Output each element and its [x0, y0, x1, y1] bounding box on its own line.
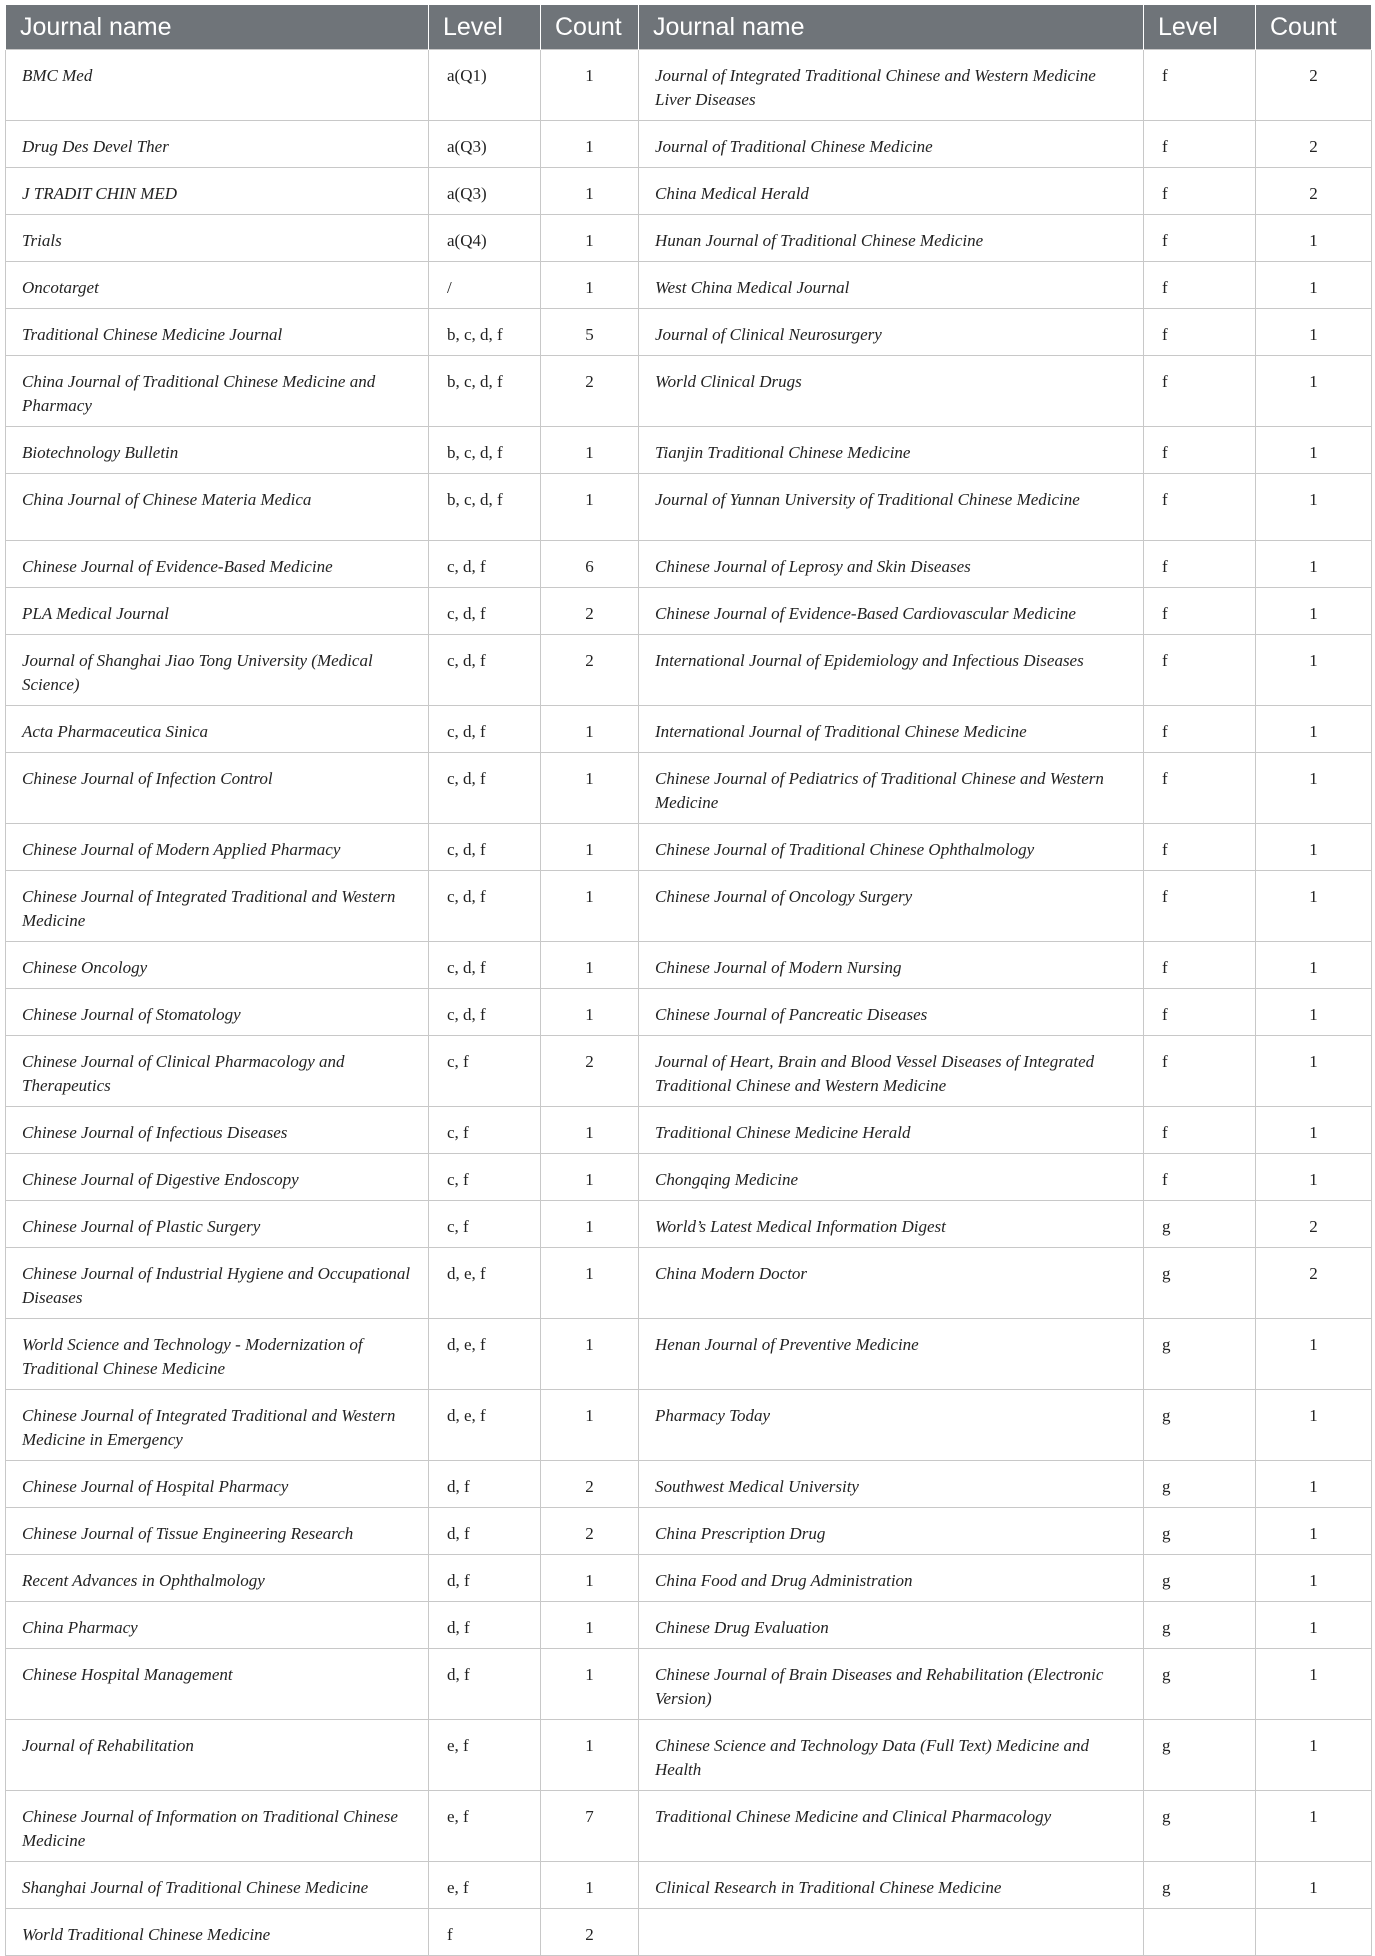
journal-name-cell: BMC Med [6, 50, 429, 121]
count-cell: 2 [1256, 168, 1372, 215]
table-row [6, 262, 1372, 309]
table-row [6, 1862, 1372, 1909]
count-cell: 1 [541, 871, 639, 942]
journal-name-cell: China Journal of Chinese Materia Medica [6, 474, 429, 541]
level-cell: g [1144, 1461, 1256, 1508]
table-body [6, 50, 1372, 1956]
level-cell: b, c, d, f [429, 427, 541, 474]
count-cell: 1 [541, 1107, 639, 1154]
table-row [6, 1508, 1372, 1555]
count-cell: 2 [541, 356, 639, 427]
count-cell: 1 [541, 121, 639, 168]
count-cell: 2 [541, 1508, 639, 1555]
count-cell: 1 [1256, 1508, 1372, 1555]
level-cell: f [1144, 1036, 1256, 1107]
header-count-1: Count [541, 5, 639, 50]
journal-name-cell: Traditional Chinese Medicine and Clinical Pharmacology [639, 1791, 1144, 1862]
count-cell: 1 [541, 989, 639, 1036]
count-cell: 1 [1256, 1555, 1372, 1602]
count-cell: 1 [1256, 427, 1372, 474]
level-cell: d, f [429, 1461, 541, 1508]
journal-name-cell: Chinese Journal of Plastic Surgery [6, 1201, 429, 1248]
table-row [6, 1602, 1372, 1649]
journal-table [5, 5, 1372, 1956]
level-cell: b, c, d, f [429, 474, 541, 541]
level-cell: c, d, f [429, 942, 541, 989]
count-cell: 1 [541, 1319, 639, 1390]
level-cell: g [1144, 1720, 1256, 1791]
journal-name-cell: World Traditional Chinese Medicine [6, 1909, 429, 1956]
table-row [6, 588, 1372, 635]
count-cell: 2 [541, 635, 639, 706]
level-cell: e, f [429, 1862, 541, 1909]
header-row [6, 5, 1372, 50]
journal-name-cell: Chinese Journal of Stomatology [6, 989, 429, 1036]
journal-name-cell: Chinese Journal of Integrated Traditional and Western Medicine in Emergency [6, 1390, 429, 1461]
level-cell: a(Q3) [429, 121, 541, 168]
journal-name-cell: Chinese Journal of Traditional Chinese Ophthalmology [639, 824, 1144, 871]
table-row [6, 1555, 1372, 1602]
count-cell: 1 [1256, 1036, 1372, 1107]
table-row [6, 50, 1372, 121]
journal-name-cell: Chinese Journal of Digestive Endoscopy [6, 1154, 429, 1201]
journal-name-cell: Traditional Chinese Medicine Herald [639, 1107, 1144, 1154]
level-cell: g [1144, 1555, 1256, 1602]
journal-name-cell: Journal of Shanghai Jiao Tong University (Medical Science) [6, 635, 429, 706]
count-cell: 1 [541, 168, 639, 215]
journal-name-cell: Chinese Journal of Evidence-Based Medicine [6, 541, 429, 588]
count-cell: 1 [1256, 1319, 1372, 1390]
count-cell: 1 [541, 1248, 639, 1319]
count-cell: 1 [1256, 474, 1372, 541]
count-cell: 1 [1256, 942, 1372, 989]
count-cell: 1 [1256, 1720, 1372, 1791]
journal-name-cell: J TRADIT CHIN MED [6, 168, 429, 215]
table-row [6, 1319, 1372, 1390]
level-cell: f [1144, 635, 1256, 706]
level-cell: f [1144, 215, 1256, 262]
table-row [6, 309, 1372, 356]
header-count-2: Count [1256, 5, 1372, 50]
journal-name-cell: Chinese Journal of Brain Diseases and Rehabilitation (Electronic Version) [639, 1649, 1144, 1720]
level-cell: c, f [429, 1036, 541, 1107]
table-row [6, 427, 1372, 474]
level-cell: d, f [429, 1649, 541, 1720]
count-cell: 2 [541, 1461, 639, 1508]
count-cell: 1 [1256, 588, 1372, 635]
count-cell: 1 [541, 1555, 639, 1602]
level-cell: d, f [429, 1508, 541, 1555]
table-row [6, 541, 1372, 588]
journal-name-cell: Acta Pharmaceutica Sinica [6, 706, 429, 753]
count-cell: 2 [1256, 121, 1372, 168]
level-cell: b, c, d, f [429, 309, 541, 356]
table-row [6, 824, 1372, 871]
level-cell: c, d, f [429, 871, 541, 942]
level-cell: f [1144, 474, 1256, 541]
journal-name-cell: China Medical Herald [639, 168, 1144, 215]
level-cell: f [1144, 309, 1256, 356]
level-cell: g [1144, 1862, 1256, 1909]
count-cell: 1 [541, 1720, 639, 1791]
level-cell: c, d, f [429, 706, 541, 753]
journal-name-cell: PLA Medical Journal [6, 588, 429, 635]
journal-name-cell: Chinese Journal of Industrial Hygiene and Occupational Diseases [6, 1248, 429, 1319]
journal-name-cell: Chinese Drug Evaluation [639, 1602, 1144, 1649]
journal-name-cell: Southwest Medical University [639, 1461, 1144, 1508]
journal-name-cell: Chinese Journal of Hospital Pharmacy [6, 1461, 429, 1508]
level-cell: g [1144, 1508, 1256, 1555]
level-cell: d, f [429, 1602, 541, 1649]
count-cell [1256, 1909, 1372, 1956]
count-cell: 1 [1256, 1862, 1372, 1909]
count-cell: 2 [541, 588, 639, 635]
level-cell: f [1144, 541, 1256, 588]
count-cell: 1 [1256, 309, 1372, 356]
level-cell: a(Q3) [429, 168, 541, 215]
level-cell: d, e, f [429, 1390, 541, 1461]
level-cell: c, f [429, 1201, 541, 1248]
table-row [6, 1390, 1372, 1461]
journal-name-cell: Drug Des Devel Ther [6, 121, 429, 168]
count-cell: 1 [1256, 262, 1372, 309]
table-row [6, 168, 1372, 215]
count-cell: 1 [1256, 635, 1372, 706]
journal-name-cell [639, 1909, 1144, 1956]
journal-name-cell: Biotechnology Bulletin [6, 427, 429, 474]
level-cell: f [1144, 1154, 1256, 1201]
level-cell: c, d, f [429, 635, 541, 706]
level-cell: g [1144, 1201, 1256, 1248]
journal-name-cell: World Science and Technology - Modernization of Traditional Chinese Medicine [6, 1319, 429, 1390]
count-cell: 1 [1256, 753, 1372, 824]
table-row [6, 942, 1372, 989]
journal-name-cell: Journal of Rehabilitation [6, 1720, 429, 1791]
table-row [6, 1791, 1372, 1862]
count-cell: 1 [541, 215, 639, 262]
level-cell: / [429, 262, 541, 309]
header-journal-name-2: Journal name [639, 5, 1144, 50]
count-cell: 1 [541, 427, 639, 474]
header-level-2: Level [1144, 5, 1256, 50]
journal-name-cell: China Modern Doctor [639, 1248, 1144, 1319]
count-cell: 1 [1256, 871, 1372, 942]
count-cell: 5 [541, 309, 639, 356]
journal-name-cell: Chinese Hospital Management [6, 1649, 429, 1720]
level-cell: c, f [429, 1154, 541, 1201]
table-row [6, 1248, 1372, 1319]
level-cell: g [1144, 1649, 1256, 1720]
level-cell: g [1144, 1248, 1256, 1319]
count-cell: 1 [1256, 541, 1372, 588]
table-row [6, 356, 1372, 427]
count-cell: 1 [1256, 356, 1372, 427]
journal-name-cell: Journal of Clinical Neurosurgery [639, 309, 1144, 356]
journal-name-cell: Chinese Journal of Oncology Surgery [639, 871, 1144, 942]
level-cell: c, d, f [429, 588, 541, 635]
level-cell: f [1144, 121, 1256, 168]
journal-name-cell: Chinese Journal of Modern Applied Pharmacy [6, 824, 429, 871]
journal-name-cell: Chinese Journal of Pancreatic Diseases [639, 989, 1144, 1036]
count-cell: 1 [541, 753, 639, 824]
journal-name-cell: Recent Advances in Ophthalmology [6, 1555, 429, 1602]
count-cell: 1 [1256, 1390, 1372, 1461]
journal-name-cell: Trials [6, 215, 429, 262]
journal-name-cell: Pharmacy Today [639, 1390, 1144, 1461]
table-row [6, 1720, 1372, 1791]
table-row [6, 215, 1372, 262]
count-cell: 1 [541, 1602, 639, 1649]
journal-name-cell: Chinese Journal of Information on Traditional Chinese Medicine [6, 1791, 429, 1862]
journal-name-cell: Journal of Integrated Traditional Chinese and Western Medicine Liver Diseases [639, 50, 1144, 121]
count-cell: 1 [541, 1201, 639, 1248]
header-level-1: Level [429, 5, 541, 50]
count-cell: 1 [541, 942, 639, 989]
level-cell: f [1144, 706, 1256, 753]
level-cell: a(Q1) [429, 50, 541, 121]
level-cell [1144, 1909, 1256, 1956]
level-cell: f [1144, 356, 1256, 427]
journal-name-cell: Chinese Journal of Tissue Engineering Research [6, 1508, 429, 1555]
journal-name-cell: Shanghai Journal of Traditional Chinese Medicine [6, 1862, 429, 1909]
level-cell: c, f [429, 1107, 541, 1154]
table-row [6, 121, 1372, 168]
level-cell: f [1144, 262, 1256, 309]
level-cell: c, d, f [429, 541, 541, 588]
count-cell: 1 [541, 824, 639, 871]
journal-name-cell: World’s Latest Medical Information Digest [639, 1201, 1144, 1248]
count-cell: 1 [1256, 1461, 1372, 1508]
table-row [6, 1154, 1372, 1201]
level-cell: g [1144, 1319, 1256, 1390]
journal-name-cell: International Journal of Epidemiology and Infectious Diseases [639, 635, 1144, 706]
level-cell: f [429, 1909, 541, 1956]
journal-name-cell: World Clinical Drugs [639, 356, 1144, 427]
count-cell: 1 [1256, 989, 1372, 1036]
level-cell: f [1144, 824, 1256, 871]
table-row [6, 1201, 1372, 1248]
count-cell: 1 [1256, 1791, 1372, 1862]
table-row [6, 635, 1372, 706]
count-cell: 2 [541, 1036, 639, 1107]
journal-name-cell: China Prescription Drug [639, 1508, 1144, 1555]
level-cell: e, f [429, 1791, 541, 1862]
table-row [6, 474, 1372, 541]
count-cell: 1 [541, 1154, 639, 1201]
level-cell: f [1144, 989, 1256, 1036]
table-header [6, 5, 1372, 50]
table-row [6, 1107, 1372, 1154]
journal-name-cell: China Food and Drug Administration [639, 1555, 1144, 1602]
journal-name-cell: Chinese Journal of Modern Nursing [639, 942, 1144, 989]
journal-name-cell: Chinese Journal of Infectious Diseases [6, 1107, 429, 1154]
journal-name-cell: Chinese Journal of Clinical Pharmacology and Therapeutics [6, 1036, 429, 1107]
level-cell: f [1144, 168, 1256, 215]
journal-name-cell: China Pharmacy [6, 1602, 429, 1649]
level-cell: d, e, f [429, 1248, 541, 1319]
count-cell: 1 [541, 50, 639, 121]
journal-name-cell: Clinical Research in Traditional Chinese Medicine [639, 1862, 1144, 1909]
table-row [6, 1461, 1372, 1508]
level-cell: f [1144, 427, 1256, 474]
journal-name-cell: Chinese Oncology [6, 942, 429, 989]
level-cell: b, c, d, f [429, 356, 541, 427]
journal-name-cell: International Journal of Traditional Chinese Medicine [639, 706, 1144, 753]
journal-name-cell: Chinese Journal of Evidence-Based Cardiovascular Medicine [639, 588, 1144, 635]
count-cell: 1 [541, 1390, 639, 1461]
count-cell: 6 [541, 541, 639, 588]
journal-name-cell: Oncotarget [6, 262, 429, 309]
journal-name-cell: Tianjin Traditional Chinese Medicine [639, 427, 1144, 474]
count-cell: 2 [1256, 50, 1372, 121]
table-row [6, 1036, 1372, 1107]
level-cell: f [1144, 942, 1256, 989]
count-cell: 1 [1256, 1649, 1372, 1720]
journal-name-cell: Chinese Journal of Integrated Traditional and Western Medicine [6, 871, 429, 942]
level-cell: g [1144, 1602, 1256, 1649]
level-cell: c, d, f [429, 753, 541, 824]
journal-name-cell: Chinese Journal of Pediatrics of Traditional Chinese and Western Medicine [639, 753, 1144, 824]
count-cell: 1 [1256, 1154, 1372, 1201]
level-cell: c, d, f [429, 824, 541, 871]
journal-name-cell: West China Medical Journal [639, 262, 1144, 309]
level-cell: f [1144, 588, 1256, 635]
count-cell: 1 [1256, 824, 1372, 871]
level-cell: e, f [429, 1720, 541, 1791]
count-cell: 2 [541, 1909, 639, 1956]
journal-name-cell: Henan Journal of Preventive Medicine [639, 1319, 1144, 1390]
level-cell: g [1144, 1390, 1256, 1461]
table-row [6, 706, 1372, 753]
level-cell: a(Q4) [429, 215, 541, 262]
header-journal-name-1: Journal name [6, 5, 429, 50]
journal-name-cell: Chinese Science and Technology Data (Full Text) Medicine and Health [639, 1720, 1144, 1791]
journal-name-cell: Journal of Heart, Brain and Blood Vessel Diseases of Integrated Traditional Chinese and Western Medicine [639, 1036, 1144, 1107]
journal-name-cell: China Journal of Traditional Chinese Medicine and Pharmacy [6, 356, 429, 427]
table-row [6, 753, 1372, 824]
count-cell: 1 [541, 262, 639, 309]
table-row [6, 1909, 1372, 1956]
count-cell: 1 [1256, 1602, 1372, 1649]
count-cell: 1 [541, 1862, 639, 1909]
level-cell: d, f [429, 1555, 541, 1602]
level-cell: f [1144, 50, 1256, 121]
journal-name-cell: Chongqing Medicine [639, 1154, 1144, 1201]
count-cell: 1 [541, 706, 639, 753]
count-cell: 7 [541, 1791, 639, 1862]
level-cell: f [1144, 871, 1256, 942]
count-cell: 1 [1256, 706, 1372, 753]
journal-name-cell: Journal of Traditional Chinese Medicine [639, 121, 1144, 168]
level-cell: c, d, f [429, 989, 541, 1036]
journal-name-cell: Journal of Yunnan University of Traditional Chinese Medicine [639, 474, 1144, 541]
count-cell: 1 [541, 1649, 639, 1720]
level-cell: f [1144, 1107, 1256, 1154]
count-cell: 1 [541, 474, 639, 541]
journal-name-cell: Chinese Journal of Infection Control [6, 753, 429, 824]
table-row [6, 989, 1372, 1036]
table-row [6, 1649, 1372, 1720]
journal-name-cell: Hunan Journal of Traditional Chinese Medicine [639, 215, 1144, 262]
count-cell: 1 [1256, 1107, 1372, 1154]
level-cell: g [1144, 1791, 1256, 1862]
level-cell: d, e, f [429, 1319, 541, 1390]
journal-name-cell: Chinese Journal of Leprosy and Skin Diseases [639, 541, 1144, 588]
level-cell: f [1144, 753, 1256, 824]
count-cell: 1 [1256, 215, 1372, 262]
journal-name-cell: Traditional Chinese Medicine Journal [6, 309, 429, 356]
table-row [6, 871, 1372, 942]
count-cell: 2 [1256, 1201, 1372, 1248]
count-cell: 2 [1256, 1248, 1372, 1319]
